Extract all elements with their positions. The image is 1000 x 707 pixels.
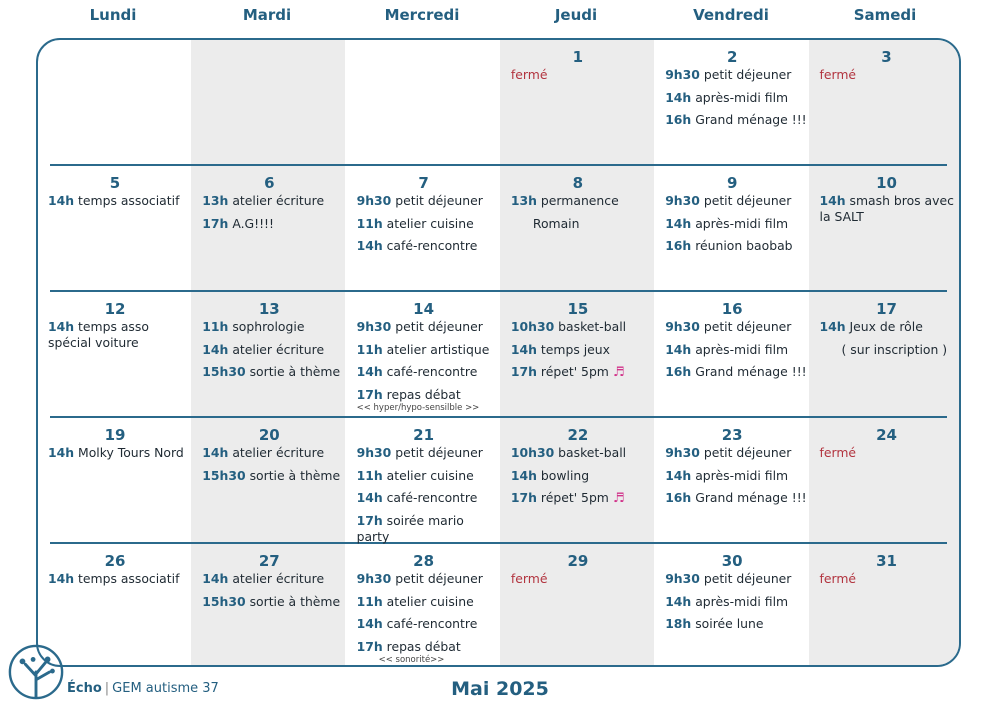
event-note: << hyper/hypo-sensilble >>: [356, 403, 480, 413]
event-title: petit déjeuner: [703, 445, 792, 460]
event-item: [810, 193, 962, 225]
event-item: [810, 319, 962, 335]
music-note-icon: ♬: [608, 491, 625, 506]
brand-line: Écho | GEM autisme 37: [67, 681, 219, 696]
day-number: 24: [876, 426, 897, 444]
day-cell: [38, 166, 192, 216]
event-title: Molky Tours Nord: [78, 445, 184, 460]
event-item: [347, 193, 501, 209]
day-number: 8: [572, 174, 584, 192]
event-time: 10h30: [510, 319, 555, 334]
event-time: 17h: [356, 386, 383, 402]
event-time: 11h: [356, 593, 383, 609]
event-item: [192, 364, 346, 380]
event-item: [655, 445, 809, 461]
event-title: atelier écriture: [232, 571, 325, 586]
day-number: [192, 47, 346, 67]
event-title: soirée mario party: [356, 512, 464, 544]
event-title: après-midi film: [695, 341, 789, 357]
event-title: Grand ménage !!!: [695, 112, 807, 127]
event-time: 14h: [819, 319, 846, 334]
event-title: atelier cuisine: [386, 467, 474, 483]
event-title: basket-ball: [558, 445, 627, 460]
event-title: atelier écriture: [232, 341, 325, 357]
event-title: petit déjeuner: [395, 445, 483, 460]
day-header-mardi: Mardi: [242, 6, 292, 24]
event-time: 14h: [202, 571, 229, 586]
event-time: 16h: [665, 238, 692, 253]
day-number: 21: [413, 426, 435, 444]
event-title: temps jeux: [540, 341, 610, 357]
event-time: 14h: [510, 467, 537, 483]
event-item: [347, 616, 501, 632]
event-item: [347, 387, 501, 403]
event-item: [38, 193, 192, 209]
event-title: café-rencontre: [386, 616, 478, 631]
event-time: 17h: [356, 638, 383, 654]
event-time: 14h: [356, 490, 383, 505]
event-title: sortie à thème: [249, 364, 341, 379]
event-time: 9h30: [356, 571, 392, 586]
event-time: 14h: [202, 445, 229, 460]
day-number: 7: [418, 174, 429, 192]
event-title: après-midi film: [695, 215, 789, 231]
event-item: [655, 571, 809, 587]
event-title: café-rencontre: [386, 490, 478, 505]
event-title: café-rencontre: [386, 238, 478, 253]
event-time: 14h: [665, 215, 692, 231]
event-time: 14h: [48, 571, 75, 586]
event-item: [655, 90, 809, 106]
event-title: atelier cuisine: [386, 593, 474, 609]
event-title: temps asso spécial voiture: [48, 319, 149, 350]
day-number: 28: [413, 552, 435, 570]
day-header-jeudi: Jeudi: [554, 6, 598, 24]
day-number: 15: [567, 300, 589, 318]
day-number: 31: [876, 552, 897, 570]
event-title: répet' 5pm: [540, 490, 609, 505]
event-item: [655, 193, 809, 209]
event-item: [347, 238, 501, 254]
event-title: petit déjeuner: [395, 193, 483, 208]
day-cell: [655, 40, 809, 135]
event-title: petit déjeuner: [703, 67, 792, 82]
day-cell: [810, 418, 962, 468]
day-cell: [655, 544, 809, 639]
day-number: 17: [876, 300, 897, 318]
day-number: 29: [567, 552, 589, 570]
event-time: 14h: [202, 341, 229, 357]
event-time: 17h: [356, 512, 383, 528]
event-time: 14h: [48, 193, 75, 208]
event-item: [501, 364, 655, 381]
day-number: 27: [258, 552, 280, 570]
event-item: [347, 594, 501, 610]
event-time: 16h: [665, 490, 692, 505]
event-title: soirée lune: [695, 616, 764, 631]
event-time: 15h30: [202, 364, 246, 379]
day-number: 20: [258, 426, 280, 444]
event-item: [347, 468, 501, 484]
day-number: 1: [572, 48, 584, 66]
event-title: Grand ménage !!!: [695, 490, 807, 505]
event-title: réunion baobab: [695, 238, 793, 253]
day-cell: [192, 544, 346, 616]
event-time: 14h: [819, 193, 846, 208]
day-number: 23: [721, 426, 743, 444]
event-time: 14h: [48, 445, 75, 460]
event-item: [501, 490, 655, 507]
event-item: [501, 445, 655, 461]
event-item: [347, 319, 501, 335]
event-item: [655, 216, 809, 232]
event-time: 9h30: [665, 319, 700, 334]
event-item: [501, 468, 655, 484]
event-item: [655, 67, 809, 83]
event-title: atelier écriture: [232, 445, 325, 460]
event-title: répet' 5pm: [540, 364, 609, 379]
event-item: [810, 342, 962, 358]
brand-name: Écho: [67, 681, 102, 696]
event-time: 15h30: [202, 467, 246, 483]
day-cell: [655, 418, 809, 513]
day-cell: [38, 40, 192, 67]
event-time: 9h30: [665, 67, 700, 82]
day-cell: [501, 40, 655, 90]
calendar-frame: [36, 38, 961, 667]
event-time: 16h: [665, 112, 692, 127]
day-cell: [501, 418, 655, 514]
day-cell: [347, 292, 501, 413]
event-item: [655, 319, 809, 335]
event-item: [655, 490, 809, 506]
event-item: [347, 216, 501, 232]
day-number: 26: [104, 552, 126, 570]
event-title: atelier cuisine: [386, 215, 474, 231]
event-time: 14h: [665, 593, 692, 609]
closed-label: fermé: [510, 571, 548, 586]
day-number: 19: [104, 426, 126, 444]
event-item: [347, 490, 501, 506]
event-time: 14h: [356, 364, 383, 379]
day-cell: [501, 292, 655, 388]
event-item: [347, 364, 501, 380]
event-time: 14h: [356, 238, 383, 253]
day-cell: [810, 166, 962, 232]
event-item: [347, 639, 501, 655]
event-title: petit déjeuner: [703, 319, 792, 334]
event-time: 15h30: [202, 593, 246, 609]
event-time: 9h30: [665, 445, 700, 460]
day-cell: [655, 166, 809, 261]
event-time: 14h: [356, 616, 383, 631]
event-item: [501, 319, 655, 335]
event-time: 16h: [665, 364, 692, 379]
event-time: 14h: [48, 319, 75, 334]
event-item: [655, 364, 809, 380]
event-time: 10h30: [510, 445, 555, 460]
event-time: 17h: [510, 490, 537, 505]
event-title: après-midi film: [695, 467, 789, 483]
event-title: temps associatif: [78, 571, 180, 586]
event-time: 14h: [510, 341, 537, 357]
event-time: 11h: [356, 341, 383, 357]
event-title: ( sur inscription ): [841, 341, 948, 357]
event-title: atelier écriture: [232, 193, 325, 208]
day-cell: [810, 292, 962, 364]
event-item: [347, 445, 501, 461]
event-title: sortie à thème: [249, 467, 341, 483]
event-item: [655, 616, 809, 632]
day-cell: [38, 544, 192, 594]
day-number: 13: [258, 300, 280, 318]
day-cell: [38, 418, 192, 468]
event-title: après-midi film: [695, 89, 789, 105]
event-title: basket-ball: [558, 319, 627, 334]
event-time: 11h: [356, 467, 383, 483]
event-time: 13h: [510, 193, 537, 208]
event-time: 14h: [665, 467, 692, 483]
event-time: 18h: [665, 616, 692, 631]
event-title: sortie à thème: [249, 593, 341, 609]
event-title: Jeux de rôle: [849, 319, 923, 334]
event-item: [655, 594, 809, 610]
day-cell: [347, 40, 501, 67]
event-item: [192, 216, 346, 232]
closed-label: fermé: [510, 67, 548, 82]
event-title: sophrologie: [232, 319, 305, 334]
event-item: [38, 445, 192, 461]
event-item: [655, 342, 809, 358]
day-number: 9: [726, 174, 738, 192]
day-number: 16: [721, 300, 743, 318]
event-time: 14h: [665, 89, 692, 105]
event-item: [347, 342, 501, 358]
day-header-vendredi: Vendredi: [693, 6, 769, 24]
day-number: 6: [264, 174, 275, 192]
day-cell: [38, 292, 192, 358]
event-title: smash bros avec la SALT: [819, 193, 954, 224]
event-time: 11h: [202, 319, 229, 334]
day-cell: [192, 418, 346, 490]
event-title: A.G!!!!: [232, 215, 274, 231]
event-item: [192, 594, 346, 610]
event-time: 9h30: [356, 445, 392, 460]
event-note: << sonorité>>: [378, 655, 445, 665]
event-title: permanence: [540, 193, 619, 208]
event-title: atelier artistique: [386, 341, 490, 357]
event-time: 13h: [202, 193, 229, 208]
day-number: 30: [721, 552, 743, 570]
day-number: 3: [881, 48, 892, 66]
day-cell: [347, 544, 501, 665]
day-cell: [501, 544, 655, 594]
event-title: après-midi film: [695, 593, 789, 609]
event-title: temps associatif: [78, 193, 180, 208]
event-item: [347, 571, 501, 587]
event-time: 9h30: [356, 193, 392, 208]
day-number: [38, 47, 192, 67]
day-number: 14: [413, 300, 435, 318]
event-item: [655, 468, 809, 484]
day-cell: [347, 418, 501, 551]
event-title: petit déjeuner: [395, 571, 483, 586]
event-title: petit déjeuner: [703, 571, 792, 586]
day-number: 10: [876, 174, 897, 192]
event-title: repas débat: [386, 638, 461, 654]
event-time: 17h: [510, 364, 537, 379]
day-header-lundi: Lundi: [89, 6, 137, 24]
day-cell: [192, 292, 346, 387]
closed-label: fermé: [819, 445, 857, 460]
event-item: [655, 112, 809, 128]
event-time: 11h: [356, 215, 383, 231]
day-number: 5: [109, 174, 121, 192]
event-item: [192, 342, 346, 358]
event-title: Romain: [532, 215, 580, 231]
event-item: [192, 193, 346, 209]
closed-label: fermé: [819, 571, 857, 586]
music-note-icon: ♬: [608, 365, 625, 380]
event-item: [501, 193, 655, 209]
day-cell: [655, 292, 809, 387]
closed-label: fermé: [819, 67, 857, 82]
day-cell: [501, 166, 655, 238]
event-time: 9h30: [665, 193, 700, 208]
day-cell: [810, 544, 962, 594]
event-item: [38, 571, 192, 587]
day-cell: [192, 40, 346, 67]
day-number: [347, 47, 501, 67]
event-item: [655, 238, 809, 254]
day-number: 2: [726, 48, 738, 66]
event-title: Grand ménage !!!: [695, 364, 807, 379]
organisation-name: GEM autisme 37: [112, 681, 219, 696]
day-cell: [810, 40, 962, 90]
event-time: 9h30: [665, 571, 700, 586]
event-title: petit déjeuner: [395, 319, 483, 334]
day-header-mercredi: Mercredi: [384, 6, 460, 24]
event-item: [192, 445, 346, 461]
event-item: [501, 216, 655, 232]
day-cell: [347, 166, 501, 261]
event-time: 14h: [665, 341, 692, 357]
event-item: [347, 513, 501, 545]
day-number: 22: [567, 426, 589, 444]
day-header-samedi: Samedi: [853, 6, 917, 24]
event-item: [192, 468, 346, 484]
month-title: Mai 2025: [451, 678, 549, 700]
event-title: bowling: [540, 467, 590, 483]
day-cell: [192, 166, 346, 238]
event-time: 9h30: [356, 319, 392, 334]
event-item: [38, 319, 192, 351]
event-title: café-rencontre: [386, 364, 478, 379]
event-item: [192, 571, 346, 587]
event-time: 17h: [202, 215, 229, 231]
event-title: repas débat: [386, 386, 461, 402]
event-title: petit déjeuner: [703, 193, 792, 208]
event-item: [192, 319, 346, 335]
event-item: [501, 342, 655, 358]
day-number: 12: [104, 300, 126, 318]
